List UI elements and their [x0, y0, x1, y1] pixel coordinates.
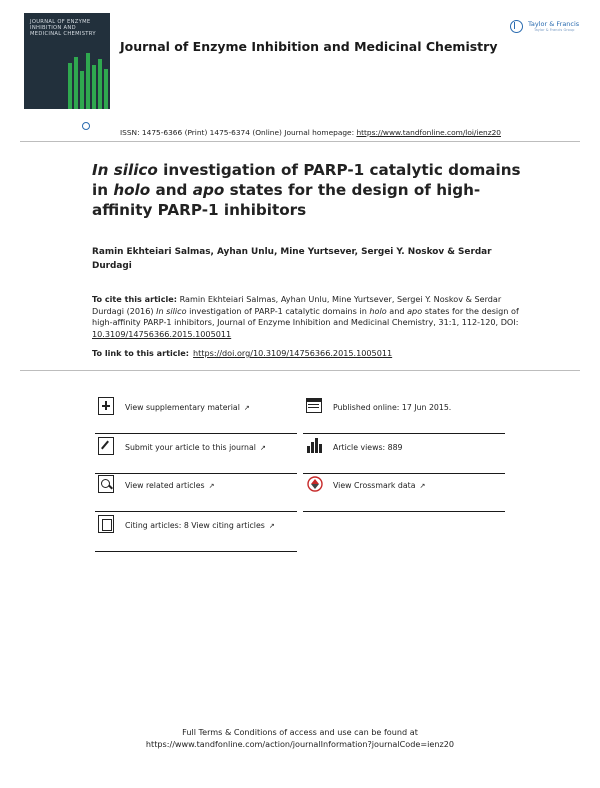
crossmark-label: View Crossmark data	[333, 481, 416, 490]
article-authors: Ramin Ekhteiari Salmas, Ayhan Unlu, Mine Yurtsever, Sergei Y. Noskov & Serdar Durdagi	[92, 247, 492, 271]
article-title: In silico investigation of PARP-1 catalytic domains in holo and apo states for the design of high-affinity PARP-1 inhibitors	[92, 161, 521, 219]
issn-text: ISSN: 1475-6366 (Print) 1475-6374 (Online) Journal homepage:	[120, 128, 357, 137]
citation-doi-link[interactable]: 10.3109/14756366.2015.1005011	[92, 328, 232, 339]
cover-footer-logo	[20, 122, 110, 130]
supplementary-label: View supplementary material	[125, 403, 240, 412]
citation-divider	[20, 370, 580, 371]
copy-icon	[98, 515, 114, 533]
external-link-icon: ↗	[259, 444, 266, 452]
cover-graphic	[66, 51, 110, 109]
header-divider	[20, 141, 580, 142]
published-label: Published online: 17 Jun 2015.	[333, 403, 452, 412]
calendar-icon	[306, 398, 322, 413]
issn-line	[120, 128, 501, 137]
external-link-icon: ↗	[243, 404, 250, 412]
view-supplementary-button[interactable]	[95, 394, 297, 434]
plus-document-icon	[98, 397, 114, 415]
publisher-sub: Taylor & Francis Group	[534, 28, 575, 32]
external-link-icon: ↗	[208, 482, 215, 490]
publisher-logo-icon	[510, 20, 523, 33]
citation-label: To cite this article:	[92, 294, 178, 304]
view-crossmark-button[interactable]	[303, 472, 505, 512]
citing-articles-button[interactable]	[95, 512, 297, 552]
crossmark-icon	[307, 476, 323, 492]
search-document-icon	[98, 475, 114, 493]
article-link-line	[92, 348, 392, 358]
footer-terms	[0, 726, 600, 750]
bar-chart-icon	[306, 438, 323, 453]
cover-title: JOURNAL OF ENZYME INHIBITION AND MEDICINAL CHEMISTRY	[30, 19, 96, 38]
journal-homepage-link[interactable]: https://www.tandfonline.com/loi/ienz20	[356, 128, 501, 137]
footer-terms-link[interactable]: https://www.tandfonline.com/action/journalInformation?journalCode=ienz20	[145, 739, 455, 749]
submit-label: Submit your article to this journal	[125, 443, 256, 452]
submit-article-button[interactable]	[95, 434, 297, 474]
citation-block: To cite this article: Ramin Ekhteiari Salmas, Ayhan Unlu, Mine Yurtsever, Sergei Y. Noskov & Serdar Durdagi (2016) In silico investigation of PARP-1 catalytic domains in holo and apo states for the design of high-affinity PARP-1 inhibitors, Journal of Enzyme Inhibition and Medicinal Chemistry, 31:1, 112-120, DOI: 10.3109/14756366.2015.1005011	[92, 294, 519, 339]
article-doi-link[interactable]: https://doi.org/10.3109/14756366.2015.1005011	[193, 348, 393, 358]
external-link-icon: ↗	[268, 522, 275, 530]
publisher-name: Taylor & Francis	[528, 20, 580, 28]
article-views-info	[303, 434, 505, 474]
related-label: View related articles	[125, 481, 205, 490]
edit-icon	[98, 437, 114, 455]
publisher-logo	[508, 13, 583, 39]
journal-title[interactable]: Journal of Enzyme Inhibition and Medicinal Chemistry	[120, 39, 498, 54]
journal-cover-thumbnail	[24, 13, 110, 109]
link-label: To link to this article:	[92, 348, 190, 358]
published-online-info	[303, 394, 505, 434]
footer-line-1: Full Terms & Conditions of access and use can be found at	[182, 727, 418, 737]
view-related-button[interactable]	[95, 472, 297, 512]
citing-label: Citing articles: 8 View citing articles	[125, 521, 265, 530]
views-label: Article views: 889	[333, 443, 403, 452]
external-link-icon: ↗	[419, 482, 426, 490]
